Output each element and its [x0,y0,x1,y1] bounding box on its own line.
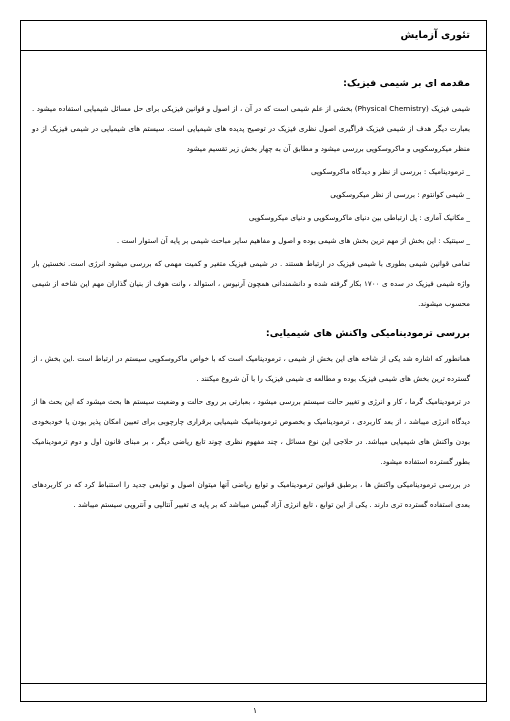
page-number: ۱ [252,706,258,715]
intro-paragraph: شیمی فیزیک (Physical Chemistry) بخشی از علم شیمی است که در آن ، از اصول و قوانین فیزیکی برای حل مسائل شیمیایی استفاده میشود . بعبارت دیگر هدف از شیمی فیزیک فراگیری اصول نظری فیزیک در توصیح پدیده های شیمیایی است. سیستم های شیمیایی در شیمی فیزیک از دو منظر میکروسکوپی و ماکروسکوپی بررسی میشود و مطابق آن به چهار بخش زیر تقسیم میشود [32,104,471,153]
list-item: _ سینتیک : این بخش از مهم ترین بخش های شیمی بوده و اصول و مفاهیم سایر مباحث شیمی بر پایه آن استوار است . [116,236,470,245]
page-title: تئوری آزمایش [400,30,470,41]
list-item: _ مکانیک آماری : پل ارتباطی بین دنیای ماکروسکوپی و دنیای میکروسکوپی [248,213,470,222]
section-title-thermo: بررسی ترمودینامیکی واکنش های شیمیایی: [265,328,470,339]
thermo-paragraph-1: همانطور که اشاره شد یکی از شاخه های این بخش از شیمی ، ترمودینامیک است که با خواص ماکروسکوپی سیستم در ارتباط است .این بخش ، از گسترده ترین بخش های شیمی فیزیک بوده و مطالعه ی شیمی فیزیک را با آن شروع میکنند . [32,354,470,383]
footer-divider [20,683,487,684]
thermo-paragraph-2: در ترمودینامیک گرما ، کار و انرژی و تغییر حالت سیستم بررسی میشود ، بعبارتی بر روی حالت و وضعیت سیستم ها بحث میشود که این بحث ها از دیدگاه انرژی میباشد ، از بعد کاربردی ، ترمودینامیک و بخصوص ترمودینامیک شیمیایی برقراری چارچوبی برای تعیین امکان پذیر بودن یا خودبخودی بودن واکنش های شیمیایی میباشد. در حلاجی این نوع مسائل ، چند مفهوم نظری چوند تابع ریاضی دیگر ، بر مبنای قانون اول و دوم ترمودینامیک بطور گسترده استفاده میشود. [32,397,470,466]
list-item: _ ترمودینامیک : بررسی از نظر و دیدگاه ماکروسکوپی [310,167,470,176]
closing-paragraph: تمامی قوانین شیمی بطوری با شیمی فیزیک در ارتباط هستند . در شیمی فیزیک متغیر و کمیت مهمی که بررسی میشود انرژی است. نخستین بار واژه شیمی فیزیک در سده ی ۱۷۰۰ بکار گرفته شده و دانشمندانی همچون آرنیوس ، استوالد ، وانت هوف از بنیان گذاران مهم این شاخه از شیمی محسوب میشوند. [32,259,470,308]
section-title-intro: مقدمه ای بر شیمی فیزیک: [343,78,470,89]
document-body [32,78,470,515]
list-item: _ شیمی کوانتوم : بررسی از نظر میکروسکوپی [330,190,470,199]
thermo-paragraph-3: در بررسی ترمودینامیکی واکنش ها ، برطبق قوانین ترمودینامیک و توابع ریاضی آنها میتوان اصول و توابعی جدید را استنباط کرد که در کاربردهای بعدی استفاده گسترده تری دارند . یکی از این توابع ، تابع انرژی آزاد گیبس میباشد که بر پایه ی تغییر آنتالپی و آنتروپی سیستم میباشد . [32,480,470,509]
header-divider [20,50,487,51]
